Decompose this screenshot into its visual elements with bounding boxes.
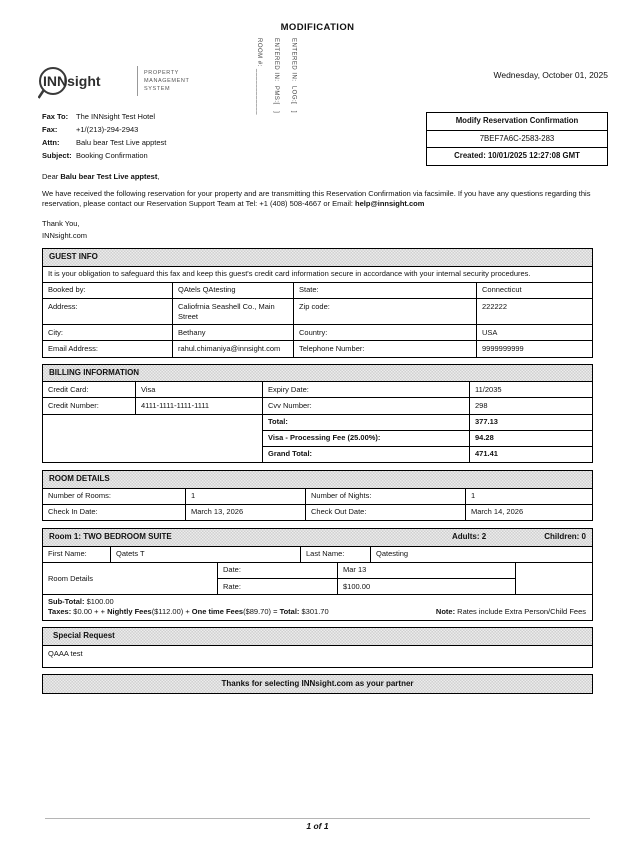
- taxes-line: [48, 607, 436, 617]
- room1-totals-row: [43, 595, 592, 620]
- subtotal-label: Sub-Total:: [48, 597, 85, 607]
- room-number-stamp: ROOM #: ____________: [256, 38, 263, 116]
- country-label: Country:: [294, 325, 477, 340]
- num-rooms-value: 1: [186, 489, 306, 504]
- attn-label: Attn:: [42, 138, 60, 148]
- table-row: [43, 341, 592, 356]
- country-value: USA: [482, 327, 498, 337]
- room1-totals: [43, 595, 592, 620]
- guest-info-note: It is your obligation to safeguard this fax and keep this guest's credit card information secure in accordance with your internal security procedures.: [48, 269, 531, 279]
- first-name-label: First Name:: [43, 547, 111, 562]
- fax-number-label: Fax:: [42, 125, 58, 135]
- billing-totals-block: [43, 415, 592, 462]
- email-value: rahul.chimaniya@innsight.com: [173, 341, 294, 356]
- address-label: Address:: [43, 299, 173, 324]
- thanks-banner: Thanks for selecting INNsight.com as your partner: [42, 674, 593, 694]
- salutation: [42, 172, 593, 182]
- grand-total-label: Grand Total:: [263, 447, 470, 462]
- letter-text: We have received the following reservation for your property and are transmitting this Reservation Confirmation via facsimile. If you have any questions regarding this reservation, please contact our Reservation Support Team at Tel: +1 (408) 508-4667 or Email:: [42, 189, 593, 209]
- fax-to-label: Fax To:: [42, 112, 69, 121]
- check-in-value: March 13, 2026: [186, 505, 306, 520]
- one-time-fees-label: One time Fees: [191, 607, 244, 617]
- guest-info-section: [42, 248, 593, 358]
- footer-divider: [45, 818, 590, 819]
- room-details-section: [42, 470, 593, 521]
- guest-name-row: [43, 547, 592, 563]
- taxes-value: $0.00 + +: [71, 607, 108, 617]
- logo-tagline-line: PROPERTY: [144, 69, 179, 76]
- cvv-value: 298: [475, 400, 488, 410]
- num-nights-value: 1: [471, 491, 476, 501]
- nightly-fees-value: ($112.00) +: [151, 607, 192, 617]
- processing-fee-label: Visa - Processing Fee (25.00%):: [263, 431, 470, 447]
- total-label: Total:: [263, 415, 470, 431]
- num-rooms-label: Number of Rooms:: [43, 489, 186, 504]
- confirmation-code: 7BEF7A6C-2583-283: [427, 131, 607, 149]
- nightly-fees-label: Nightly Fees: [107, 607, 152, 617]
- room1-children: Children: 0: [544, 532, 586, 542]
- document-date: Wednesday, October 01, 2025: [493, 70, 608, 80]
- table-row: [43, 325, 592, 341]
- num-nights-label: Number of Nights:: [306, 489, 466, 504]
- total-value: 377.13: [470, 415, 592, 431]
- note-label: Note:: [435, 607, 456, 617]
- room-total-value: $301.70: [299, 607, 329, 617]
- one-time-fees-value: ($89.70) =: [243, 607, 280, 617]
- phone-value: 9999999999: [482, 343, 524, 353]
- address-value: Caliofrnia Seashell Co., Main Street: [173, 299, 294, 324]
- sections-container: [42, 248, 593, 694]
- special-request-header: Special Request: [43, 628, 592, 646]
- booked-by-value: QAtels QAtesting: [173, 283, 294, 298]
- letter-signature: INNsight.com: [42, 230, 88, 240]
- table-row: [43, 505, 592, 520]
- email-label: Email Address:: [43, 341, 173, 356]
- table-row: [43, 283, 592, 299]
- entry-stamps: [255, 38, 297, 123]
- guest-info-header: GUEST INFO: [43, 249, 592, 267]
- entered-in-log-stamp: ENTERED IN: LOG:[ ]: [290, 38, 297, 114]
- last-name-value: Qatesting: [376, 549, 409, 559]
- rate-value: $100.00: [338, 579, 516, 594]
- room-total-label: Total:: [279, 607, 300, 617]
- fax-to-row: [42, 112, 166, 122]
- salutation-suffix: ,: [157, 172, 160, 181]
- attn-value: Balu bear Test Live apptest: [76, 138, 167, 148]
- state-label: State:: [294, 283, 477, 298]
- room1-title: Room 1: TWO BEDROOM SUITE: [49, 532, 172, 542]
- attn-row: [42, 138, 166, 148]
- logo-tagline: [144, 69, 189, 94]
- salutation-prefix: Dear: [42, 172, 61, 181]
- grand-total-value: 471.41: [475, 449, 498, 459]
- room-details-header: ROOM DETAILS: [43, 471, 592, 489]
- date-value: Mar 13: [338, 563, 516, 579]
- guest-name: Balu bear Test Live apptest: [60, 172, 158, 181]
- phone-label: Telephone Number:: [294, 341, 477, 356]
- rate-label: Rate:: [218, 579, 338, 594]
- special-request-value: QAAA test: [48, 649, 83, 659]
- subject-row: [42, 151, 166, 161]
- letter-paragraph: [42, 189, 593, 209]
- table-row: [43, 382, 592, 398]
- last-name-label: Last Name:: [301, 547, 371, 562]
- subtotal-value: $100.00: [84, 597, 114, 607]
- zip-value: 222222: [482, 301, 508, 311]
- table-row: [43, 299, 592, 325]
- room1-rate-block: [43, 563, 592, 595]
- svg-text:INNsight: INNsight: [43, 73, 101, 89]
- confirmation-box: [426, 112, 608, 166]
- first-name-value: Qatets T: [111, 547, 301, 562]
- rate-empty-cell: [516, 563, 592, 594]
- booked-by-label: Booked by:: [43, 283, 173, 298]
- credit-card-value: Visa: [136, 382, 263, 397]
- taxes-label: Taxes:: [48, 607, 72, 617]
- room-details-label: Room Details: [43, 563, 218, 594]
- page-number: 1 of 1: [306, 821, 329, 831]
- credit-number-label: Credit Number:: [43, 398, 136, 413]
- credit-number-value: 4111-1111-1111-1111: [136, 398, 263, 413]
- room1-adults: Adults: 2: [451, 532, 487, 542]
- fax-header-block: [42, 112, 166, 165]
- magnifier-logo-icon: [38, 62, 133, 100]
- fax-number-value: +1/(213)-294-2943: [76, 125, 139, 135]
- state-value: Connecticut: [482, 285, 522, 295]
- document-type-title: MODIFICATION: [280, 22, 355, 33]
- special-request-section: [42, 627, 593, 668]
- entered-in-pms-stamp: ENTERED IN: PMS:[ ]: [273, 38, 280, 114]
- innsight-logo: [38, 62, 189, 100]
- check-in-label: Check In Date:: [43, 505, 186, 520]
- rates-note: [436, 607, 587, 617]
- zip-label: Zip code:: [294, 299, 477, 324]
- table-row: [43, 398, 592, 414]
- room1-totals-lines: [48, 597, 436, 617]
- subtotal-line: [48, 597, 436, 607]
- confirmation-box-title: Modify Reservation Confirmation: [427, 113, 607, 131]
- date-label: Date:: [218, 563, 338, 579]
- subject-label: Subject:: [42, 151, 72, 161]
- logo-tagline-line: MANAGEMENT: [144, 77, 190, 84]
- billing-blank-cell: [43, 415, 263, 462]
- cvv-label: Cvv Number:: [263, 398, 470, 413]
- support-email: help@innsight.com: [355, 199, 425, 209]
- note-text: Rates include Extra Person/Child Fees: [455, 607, 586, 617]
- credit-card-label: Credit Card:: [43, 382, 136, 397]
- subject-value: Booking Confirmation: [76, 151, 148, 161]
- room1-header: [43, 529, 592, 547]
- expiry-value: 11/2035: [475, 384, 502, 394]
- letter-body: [42, 172, 593, 248]
- confirmation-created: Created: 10/01/2025 12:27:08 GMT: [454, 151, 580, 161]
- billing-header: BILLING INFORMATION: [43, 365, 592, 383]
- room1-section: [42, 528, 593, 621]
- fax-to-value: The INNsight Test Hotel: [76, 112, 156, 121]
- letter-thanks: Thank You,: [42, 219, 80, 229]
- check-out-label: Check Out Date:: [306, 505, 466, 520]
- city-label: City:: [43, 325, 173, 340]
- table-row: [43, 489, 592, 505]
- billing-section: [42, 364, 593, 463]
- guest-info-note-row: [43, 267, 592, 283]
- processing-fee-value: 94.28: [470, 431, 592, 447]
- logo-divider: [137, 66, 138, 96]
- fax-number-row: [42, 125, 166, 135]
- check-out-value: March 14, 2026: [471, 507, 524, 517]
- logo-tagline-line: SYSTEM: [144, 86, 171, 93]
- expiry-label: Expiry Date:: [263, 382, 470, 397]
- city-value: Bethany: [173, 325, 294, 340]
